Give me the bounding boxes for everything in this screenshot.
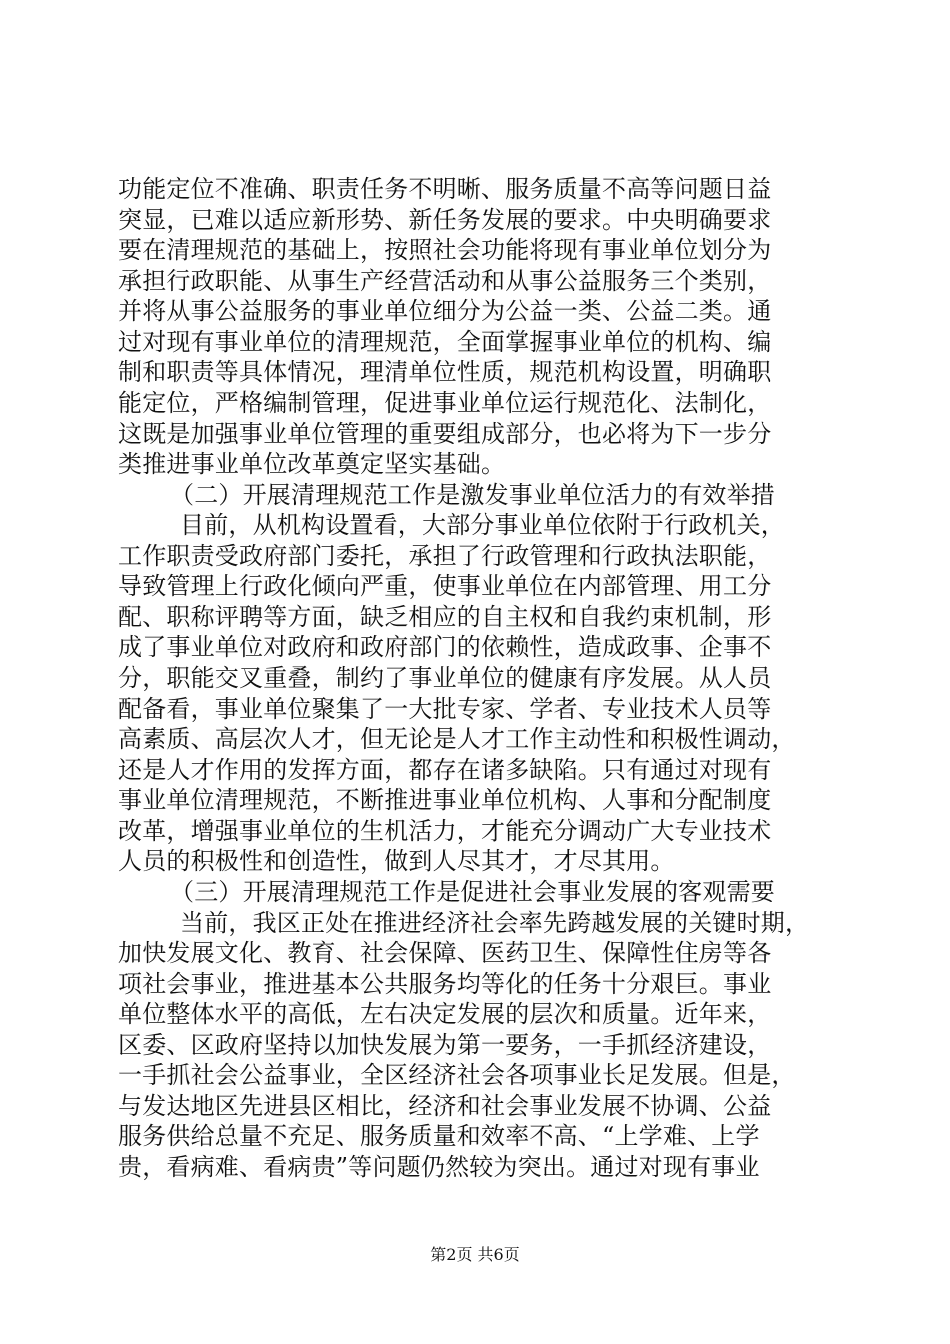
body-line: 一手抓社会公益事业，全区经济社会各项事业长足发展。但是， [118, 1061, 796, 1089]
body-line: 事业单位清理规范，不断推进事业单位机构、人事和分配制度 [118, 786, 772, 814]
body-line: 区委、区政府坚持以加快发展为第一要务，一手抓经济建设， [118, 1031, 772, 1059]
body-line: 功能定位不准确、职责任务不明晰、服务质量不高等问题日益 [118, 175, 772, 203]
section-heading: （三）开展清理规范工作是促进社会事业发展的客观需要 [170, 878, 775, 906]
body-line: 类推进事业单位改革奠定坚实基础。 [118, 450, 506, 478]
body-line: 承担行政职能、从事生产经营活动和从事公益服务三个类别， [118, 267, 772, 295]
body-line: 还是人才作用的发挥方面，都存在诸多缺陷。只有通过对现有 [118, 756, 772, 784]
body-line: 这既是加强事业单位管理的重要组成部分，也必将为下一步分 [118, 420, 772, 448]
body-line: 过对现有事业单位的清理规范，全面掌握事业单位的机构、编 [118, 328, 772, 356]
body-line: 目前，从机构设置看，大部分事业单位依附于行政机关， [180, 511, 785, 539]
body-line: 项社会事业，推进基本公共服务均等化的任务十分艰巨。事业 [118, 970, 772, 998]
body-line: 人员的积极性和创造性，做到人尽其才，才尽其用。 [118, 847, 675, 875]
body-line: 分，职能交叉重叠，制约了事业单位的健康有序发展。从人员 [118, 664, 772, 692]
body-line: 能定位，严格编制管理，促进事业单位运行规范化、法制化， [118, 389, 772, 417]
body-line: 加快发展文化、教育、社会保障、医药卫生、保障性住房等各 [118, 939, 772, 967]
body-line: 导致管理上行政化倾向严重，使事业单位在内部管理、用工分 [118, 572, 772, 600]
section-heading: （二）开展清理规范工作是激发事业单位活力的有效举措 [170, 481, 775, 509]
body-line: 改革，增强事业单位的生机活力，才能充分调动广大专业技术 [118, 817, 772, 845]
body-line: 贵，看病难、看病贵”等问题仍然较为突出。通过对现有事业 [118, 1153, 760, 1181]
body-line: 并将从事公益服务的事业单位细分为公益一类、公益二类。通 [118, 297, 772, 325]
body-line: 突显，已难以适应新形势、新任务发展的要求。中央明确要求 [118, 206, 772, 234]
body-line: 成了事业单位对政府和政府部门的依赖性，造成政事、企事不 [118, 633, 772, 661]
body-line: 制和职责等具体情况，理清单位性质，规范机构设置，明确职 [118, 358, 772, 386]
body-line: 工作职责受政府部门委托，承担了行政管理和行政执法职能， [118, 542, 772, 570]
body-line: 单位整体水平的高低，左右决定发展的层次和质量。近年来， [118, 1000, 772, 1028]
body-line: 与发达地区先进县区相比，经济和社会事业发展不协调、公益 [118, 1092, 772, 1120]
page-number-footer: 第2页 共6页 [430, 1245, 520, 1264]
body-line: 配备看，事业单位聚集了一大批专家、学者、专业技术人员等 [118, 695, 772, 723]
body-line: 高素质、高层次人才，但无论是人才工作主动性和积极性调动， [118, 725, 796, 753]
body-line: 服务供给总量不充足、服务质量和效率不高、“上学难、上学 [118, 1122, 760, 1150]
body-line: 配、职称评聘等方面，缺乏相应的自主权和自我约束机制，形 [118, 603, 772, 631]
body-line: 要在清理规范的基础上，按照社会功能将现有事业单位划分为 [118, 236, 772, 264]
body-line: 当前，我区正处在推进经济社会率先跨越发展的关键时期， [180, 909, 810, 937]
